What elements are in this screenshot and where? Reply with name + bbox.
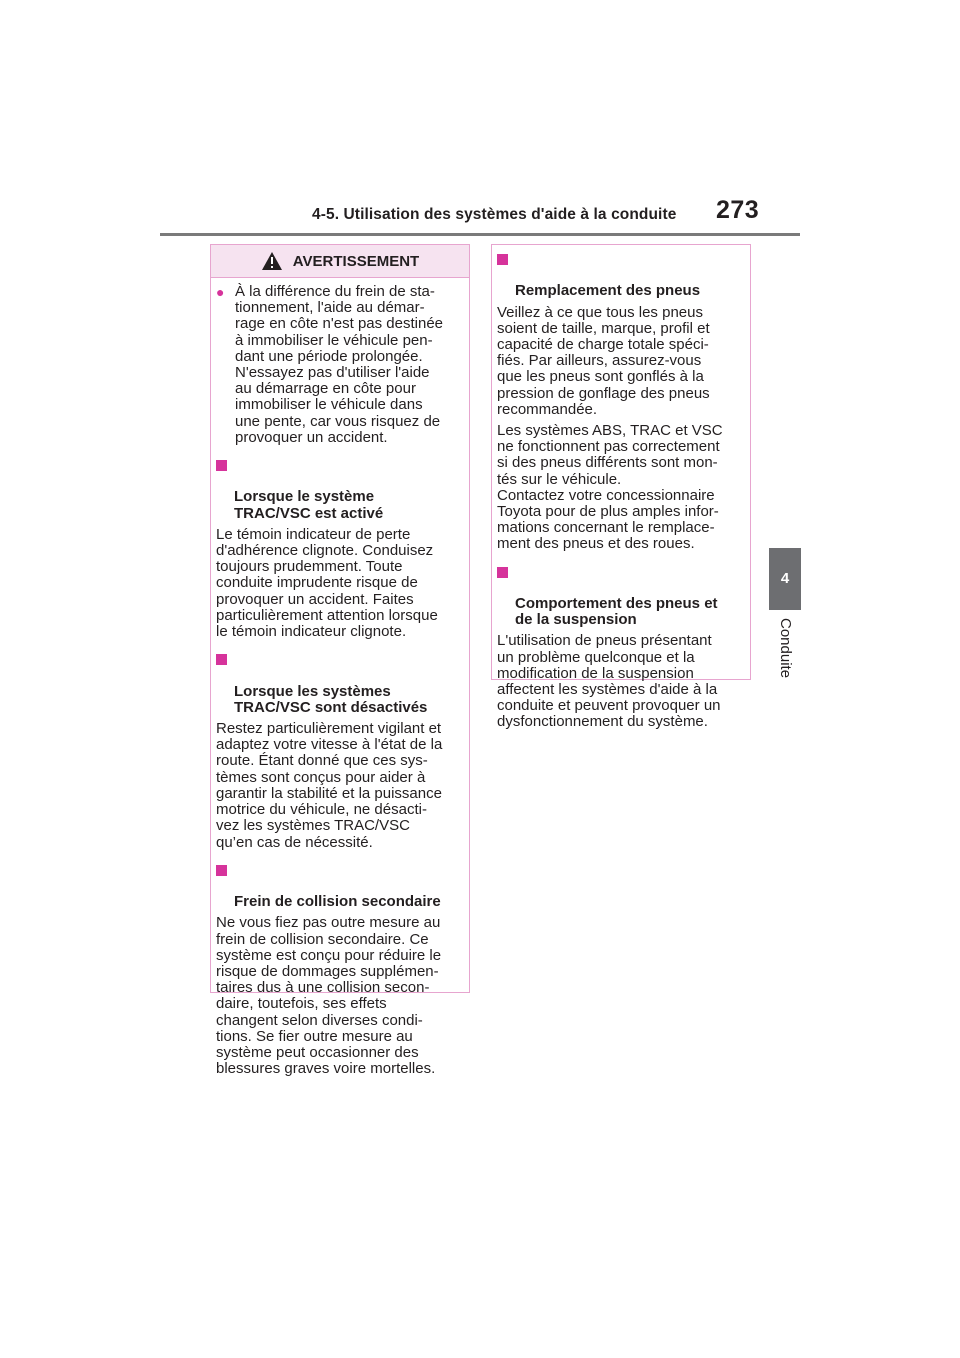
heading-text: Remplacement des pneus <box>515 282 701 300</box>
square-bullet-icon <box>216 460 227 471</box>
page-number: 273 <box>716 196 760 224</box>
section-text: Restez particulièrement vigilant et adaptez votre vitesse à l'état de la route. Étant donné que ces sys- tèmes sont conçus pour aider à garantir la stabilité et la puissance motrice du véhicule, ne désacti- vez les systèmes TRAC/VSC qu’en cas de nécessité. <box>216 720 443 851</box>
square-bullet-icon <box>216 865 227 876</box>
section-title: 4-5. Utilisation des systèmes d'aide à la conduite <box>312 206 677 223</box>
heading-text: Lorsque les systèmes TRAC/VSC sont désactivés <box>234 682 428 716</box>
square-bullet-icon <box>497 567 508 578</box>
header-rule <box>160 233 800 236</box>
section-text: Le témoin indicateur de perte d'adhérence clignote. Conduisez toujours prudemment. Toute conduite imprudente risque de provoquer un accident. Faites particulièrement attention lorsque le témoin indicateur clignote. <box>216 525 438 641</box>
section-text: Ne vous fiez pas outre mesure au frein de collision secondaire. Ce système est conçu pour réduire le risque de dommages supplémen- taires dus à une collision secon- daire, toutefois, ses effets changent selon diverses condi- tions. Se fier outre mesure au système peut occasionner des blessures graves voire mortelles. <box>216 914 442 1078</box>
bullet-circle-icon: ● <box>216 284 225 300</box>
warning-bullet-text: À la différence du frein de sta- tionnement, l'aide au démar- rage en côte n'est pas destinée à immobiliser le véhicule pen- dant une période prolongée. N'essayez pas d'utiliser l'aide au démarrage en côte pour immobiliser le véhicule dans une pente, car vous risquez de provoquer un accident. <box>235 283 444 446</box>
warning-bullet-item <box>216 284 469 446</box>
warning-header <box>211 245 469 278</box>
square-bullet-icon <box>497 254 508 265</box>
section-heading-tire-behavior <box>497 564 750 629</box>
square-bullet-icon <box>216 654 227 665</box>
section-text: Veillez à ce que tous les pneus soient de taille, marque, profil et capacité de charge totale spéci- fiés. Par ailleurs, assurez-vous que les pneus sont gonflés à la pression de gonflage des pneus recommandée. <box>497 303 710 418</box>
heading-text: Lorsque le système TRAC/VSC est activé <box>234 488 384 522</box>
chapter-label: Conduite <box>777 618 794 679</box>
chapter-tab[interactable]: 4 <box>769 548 801 610</box>
section-heading-trac-active <box>216 457 469 522</box>
section-heading-secondary-brake <box>216 862 469 911</box>
section-heading-tire-replacement <box>497 251 750 300</box>
section-text: Les systèmes ABS, TRAC et VSC ne fonctionnent pas correctement si des pneus différents sont mon- tés sur le véhicule. Contactez votre concessionnaire Toyota pour de plus amples infor- mations concernant le remplace- ment des pneus et des roues. <box>497 422 723 553</box>
heading-text: Comportement des pneus et de la suspension <box>515 595 718 629</box>
warning-title: AVERTISSEMENT <box>292 252 420 270</box>
warning-box-continued <box>491 244 751 731</box>
section-text: L'utilisation de pneus présentant un problème quelconque et la modification de la suspension affectent les systèmes d'aide à la conduite et peuvent provoquer un dysfonctionnement du système. <box>497 632 721 731</box>
warning-triangle-icon <box>261 251 283 271</box>
warning-box <box>210 244 470 1078</box>
heading-text: Frein de collision secondaire <box>234 893 441 911</box>
section-heading-trac-off <box>216 651 469 716</box>
